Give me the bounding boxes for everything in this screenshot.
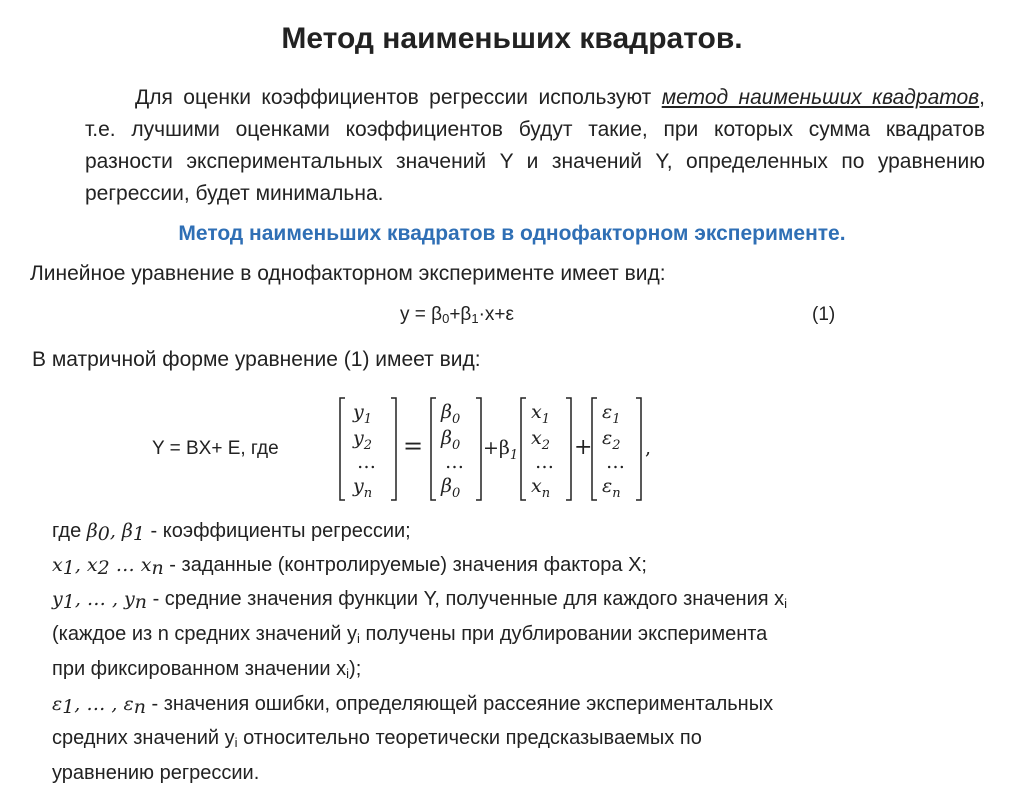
- equals-sign: =: [403, 432, 424, 460]
- def4-subn: n: [133, 696, 146, 718]
- x-entry-1: $x_1$: [531, 401, 550, 427]
- x-entry-2: $x_2$: [531, 427, 550, 453]
- def-errors-line2: [52, 723, 982, 758]
- def2-text: - заданные (контролируемые) значения фактора X;: [163, 554, 647, 576]
- equation-1: [400, 304, 514, 326]
- def3-y1: y: [52, 588, 63, 610]
- def4-text: - значения ошибки, определяющей рассеяние экспериментальных: [145, 693, 774, 715]
- linear-intro: Линейное уравнение в однофакторном эксперименте имеет вид:: [30, 262, 666, 285]
- e-entry-2: $\varepsilon_2$: [602, 427, 621, 453]
- def4-line2a: средних значений y: [52, 727, 235, 749]
- def3-line3a: при фиксированном значении x: [52, 658, 347, 680]
- plus-beta1: $+\beta_1$: [483, 437, 519, 463]
- eq1-plus-beta: +β: [449, 304, 472, 325]
- x-bracket-left: [521, 398, 526, 500]
- def4-line2-subi: i: [234, 735, 238, 750]
- b-entry-dots: …: [445, 451, 464, 473]
- b-entry-2: $\beta_0$: [441, 427, 461, 453]
- def2-subn: n: [151, 557, 164, 579]
- y-bracket-right: [391, 398, 396, 500]
- def3-line3-subi: i: [346, 666, 350, 681]
- eq1-sub0: 0: [442, 311, 450, 326]
- eq1-y: y = β: [400, 304, 443, 325]
- def4-line2b: относительно теоретически предсказываемых по: [237, 727, 702, 749]
- def-mean-values: [52, 584, 982, 619]
- def-mean-values-line3: [52, 654, 982, 689]
- matrix-comma: ,: [645, 437, 652, 459]
- intro-term: метод наименьших квадратов: [661, 86, 980, 109]
- e-bracket-left: [592, 398, 597, 500]
- def2-sub2: 2: [97, 557, 110, 579]
- eq1-rest: ·x+ε: [478, 304, 514, 325]
- def3-line3b: );: [349, 658, 362, 680]
- intro-part1: Для оценки коэффициентов регрессии используют: [135, 86, 662, 109]
- slide-title: Метод наименьших квадратов.: [281, 22, 743, 55]
- matrix-equation-label: Y = BX+ E, где: [152, 438, 279, 459]
- b-bracket-right: [476, 398, 481, 500]
- def1-beta: β: [86, 520, 98, 542]
- b-entry-1: $\beta_0$: [441, 401, 461, 427]
- def3-subn: n: [134, 591, 148, 613]
- equation-1-number: (1): [812, 304, 836, 325]
- def2-x1: x: [52, 554, 63, 576]
- e-entry-1: $\varepsilon_1$: [602, 401, 621, 427]
- def4-e1: ε: [52, 693, 63, 715]
- x-bracket-right: [566, 398, 571, 500]
- def-factor-values: [52, 550, 982, 584]
- y-entry-2: $y_2$: [353, 427, 373, 453]
- e-entry-dots: …: [606, 451, 625, 473]
- def1-prefix: где: [52, 520, 87, 542]
- intro-part2: , т.е. лучшими оценками коэффициентов будут такие, при которых сумма квадратов разности экспериментальных значений Y и значений Y, определенных по уравнению регрессии, будет минимальна.: [85, 86, 985, 205]
- section-subtitle: Метод наименьших квадратов в однофакторном эксперименте.: [178, 222, 846, 245]
- plus-sign: +: [574, 435, 593, 460]
- def-mean-values-line2: [52, 619, 982, 654]
- e-bracket-right: [636, 398, 641, 500]
- y-entry-n: $y_n$: [353, 475, 373, 501]
- def3-line2-subi: i: [357, 631, 360, 646]
- def3-line2a: (каждое из n средних значений y: [52, 623, 358, 645]
- y-entry-1: $y_1$: [353, 401, 373, 427]
- def-errors-line3: уравнению регрессии.: [52, 762, 260, 784]
- def3-line2b: получены при дублировании эксперимента: [359, 623, 768, 645]
- x-entry-n: $x_n$: [531, 475, 551, 501]
- def4-en: , … , ε: [74, 693, 134, 715]
- b-entry-n: $\beta_0$: [441, 475, 461, 501]
- def3-yn: , … , y: [74, 588, 135, 610]
- def1-text: - коэффициенты регрессии;: [145, 520, 411, 542]
- def-errors: [52, 689, 982, 723]
- eq1-sub1: 1: [471, 311, 479, 326]
- definitions: [52, 516, 982, 789]
- intro-paragraph: [85, 82, 985, 210]
- def1-sub0: 0: [97, 523, 110, 545]
- def2-x2: , x: [74, 554, 98, 576]
- def4-sub1: 1: [62, 696, 75, 718]
- x-entry-dots: …: [535, 451, 554, 473]
- matrix-intro: В матричной форме уравнение (1) имеет вид:: [32, 348, 481, 371]
- def2-sub1: 1: [62, 557, 75, 579]
- def3-sub1: 1: [62, 591, 75, 613]
- def1-beta1: , β: [109, 520, 133, 542]
- matrix-equation: [335, 388, 655, 508]
- def2-xn: … x: [109, 554, 152, 576]
- def1-sub1: 1: [132, 523, 145, 545]
- y-bracket-left: [340, 398, 345, 500]
- b-bracket-left: [431, 398, 436, 500]
- y-entry-dots: …: [357, 451, 376, 473]
- e-entry-n: $\varepsilon_n$: [602, 475, 621, 501]
- def3-text: - средние значения функции Y, полученные для каждого значения x: [147, 588, 785, 610]
- def-coefficients: [52, 516, 982, 550]
- def3-subi: i: [784, 596, 788, 611]
